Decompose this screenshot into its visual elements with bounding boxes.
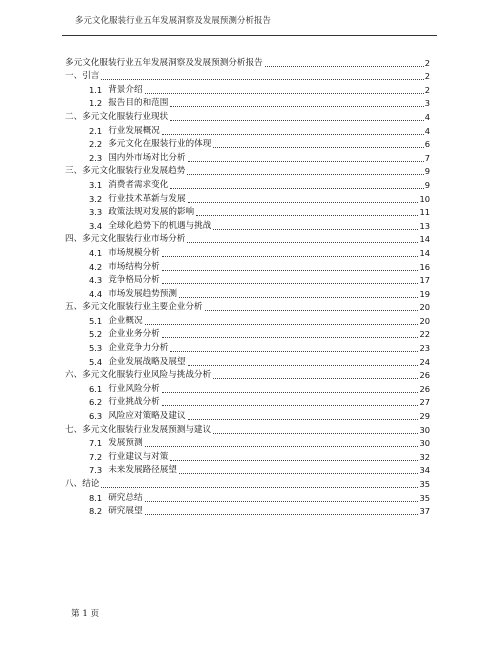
toc-dot-leader xyxy=(188,364,419,366)
toc-entry-page-number: 29 xyxy=(419,411,430,422)
toc-entry-number: 3.4 xyxy=(89,220,103,231)
toc-dot-leader xyxy=(196,214,418,216)
toc-entry-title: 行业风险分析 xyxy=(108,383,160,394)
toc-entry-page-number: 26 xyxy=(419,383,430,394)
toc-dot-leader xyxy=(205,309,419,311)
toc-dot-leader xyxy=(145,323,419,325)
toc-dot-leader xyxy=(187,241,418,243)
toc-dot-leader xyxy=(188,201,419,203)
toc-entry-title: 企业概况 xyxy=(108,315,143,326)
toc-entry-page-number: 2 xyxy=(424,84,430,95)
toc-entry-number: 6.3 xyxy=(89,411,103,422)
toc-entry-page-number: 37 xyxy=(419,506,430,517)
toc-entry-number: 3.3 xyxy=(89,207,103,218)
toc-entry[interactable] xyxy=(65,164,430,178)
toc-entry-title: 国内外市场对比分析 xyxy=(108,152,186,163)
toc-entry[interactable] xyxy=(65,354,430,368)
toc-entry-page-number: 20 xyxy=(419,315,430,326)
toc-entry-title: 消费者需求变化 xyxy=(108,179,169,190)
toc-entry-number: 1.1 xyxy=(89,84,103,95)
toc-entry-title: 企业竞争力分析 xyxy=(108,343,169,354)
toc-entry-page-number: 4 xyxy=(424,125,430,136)
toc-entry-title: 研究展望 xyxy=(108,506,143,517)
toc-dot-leader xyxy=(188,418,419,420)
toc-entry[interactable] xyxy=(65,381,430,395)
toc-dot-leader xyxy=(162,269,419,271)
table-of-contents xyxy=(65,55,430,517)
toc-entry-page-number: 2 xyxy=(424,71,430,82)
toc-dot-leader xyxy=(179,472,418,474)
toc-dot-leader xyxy=(213,377,418,379)
toc-dot-leader xyxy=(162,391,419,393)
toc-entry-title: 企业业务分析 xyxy=(108,329,160,340)
toc-entry[interactable] xyxy=(65,490,430,504)
toc-entry[interactable] xyxy=(65,313,430,327)
toc-entry[interactable] xyxy=(65,408,430,422)
toc-entry[interactable] xyxy=(65,273,430,287)
toc-entry-page-number: 26 xyxy=(419,370,430,381)
toc-entry-page-number: 22 xyxy=(419,329,430,340)
toc-entry[interactable] xyxy=(65,422,430,436)
toc-entry-page-number: 14 xyxy=(419,247,430,258)
toc-entry-page-number: 3 xyxy=(424,98,430,109)
toc-dot-leader xyxy=(170,105,423,107)
toc-entry[interactable] xyxy=(65,504,430,518)
toc-dot-leader xyxy=(145,445,419,447)
toc-entry[interactable] xyxy=(65,205,430,219)
toc-entry[interactable] xyxy=(65,96,430,110)
toc-entry[interactable] xyxy=(65,476,430,490)
toc-entry-title: 行业建议与对策 xyxy=(108,451,169,462)
toc-entry-page-number: 13 xyxy=(419,220,430,231)
toc-entry-title: 七、多元文化服装行业发展预测与建议 xyxy=(65,424,212,435)
toc-entry-number: 8.1 xyxy=(89,492,103,503)
toc-entry[interactable] xyxy=(65,69,430,83)
toc-entry-page-number: 7 xyxy=(424,152,430,163)
toc-entry-page-number: 24 xyxy=(419,356,430,367)
toc-entry-page-number: 34 xyxy=(419,465,430,476)
toc-entry-page-number: 17 xyxy=(419,275,430,286)
toc-dot-leader xyxy=(145,92,424,94)
toc-dot-leader xyxy=(265,65,424,67)
toc-entry-number: 4.3 xyxy=(89,275,103,286)
toc-dot-leader xyxy=(213,432,418,434)
toc-entry-number: 7.2 xyxy=(89,451,103,462)
toc-dot-leader xyxy=(170,187,423,189)
toc-entry[interactable] xyxy=(65,327,430,341)
toc-dot-leader xyxy=(101,486,418,488)
toc-entry-title: 三、多元文化服装行业发展趋势 xyxy=(65,166,186,177)
toc-entry-page-number: 9 xyxy=(424,166,430,177)
toc-entry-page-number: 32 xyxy=(419,451,430,462)
toc-entry-page-number: 14 xyxy=(419,234,430,245)
toc-entry[interactable] xyxy=(65,123,430,137)
toc-entry-page-number: 9 xyxy=(424,179,430,190)
toc-entry-number: 2.2 xyxy=(89,139,103,150)
header-rule xyxy=(62,35,437,36)
toc-dot-leader xyxy=(162,255,419,257)
toc-entry-number: 5.1 xyxy=(89,315,103,326)
toc-entry-number: 2.1 xyxy=(89,125,103,136)
toc-entry[interactable] xyxy=(65,55,430,69)
toc-entry-title: 八、结论 xyxy=(65,479,100,489)
toc-entry[interactable] xyxy=(65,150,430,164)
toc-entry-number: 5.3 xyxy=(89,343,103,354)
toc-entry-number: 5.2 xyxy=(89,329,103,340)
toc-entry-title: 多元文化服装行业五年发展洞察及发展预测分析报告 xyxy=(65,57,263,68)
toc-entry[interactable] xyxy=(65,109,430,123)
toc-dot-leader xyxy=(145,500,419,502)
toc-entry[interactable] xyxy=(65,368,430,382)
toc-dot-leader xyxy=(170,350,418,352)
toc-entry-title: 市场结构分析 xyxy=(108,261,160,272)
toc-entry-title: 政策法规对发展的影响 xyxy=(108,207,195,218)
toc-entry-title: 竞争格局分析 xyxy=(108,275,160,286)
toc-entry-number: 5.4 xyxy=(89,356,103,367)
toc-entry-title: 五、多元文化服装行业主要企业分析 xyxy=(65,302,203,313)
toc-entry-number: 4.1 xyxy=(89,247,103,258)
toc-dot-leader xyxy=(170,119,424,121)
toc-entry-page-number: 11 xyxy=(419,207,430,218)
toc-entry-title: 行业发展概况 xyxy=(108,125,160,136)
toc-entry-page-number: 6 xyxy=(424,139,430,150)
toc-dot-leader xyxy=(213,228,418,230)
toc-dot-leader xyxy=(145,513,419,515)
toc-entry-title: 行业技术革新与发展 xyxy=(108,193,186,204)
toc-entry[interactable] xyxy=(65,300,430,314)
toc-entry[interactable] xyxy=(65,436,430,450)
toc-entry-title: 行业挑战分析 xyxy=(108,397,160,408)
toc-entry-title: 发展预测 xyxy=(108,438,143,449)
toc-entry-title: 报告目的和范围 xyxy=(108,98,169,109)
toc-entry[interactable] xyxy=(65,218,430,232)
toc-dot-leader xyxy=(213,146,423,148)
toc-entry-page-number: 19 xyxy=(419,288,430,299)
toc-entry-number: 8.2 xyxy=(89,506,103,517)
toc-dot-leader xyxy=(162,282,419,284)
toc-entry-number: 4.2 xyxy=(89,261,103,272)
toc-entry[interactable] xyxy=(65,245,430,259)
toc-entry-title: 未来发展路径展望 xyxy=(108,465,177,476)
toc-dot-leader xyxy=(170,459,418,461)
toc-dot-leader xyxy=(188,160,424,162)
toc-entry[interactable] xyxy=(65,137,430,151)
toc-entry-number: 2.3 xyxy=(89,152,103,163)
toc-entry-page-number: 16 xyxy=(419,261,430,272)
toc-entry-page-number: 30 xyxy=(419,424,430,435)
toc-entry[interactable] xyxy=(65,82,430,96)
toc-entry[interactable] xyxy=(65,232,430,246)
running-header: 多元文化服装行业五年发展洞察及发展预测分析报告 xyxy=(75,15,272,25)
toc-entry-number: 4.4 xyxy=(89,288,103,299)
toc-entry-number: 6.2 xyxy=(89,397,103,408)
toc-entry-title: 背景介绍 xyxy=(108,84,143,95)
toc-entry[interactable] xyxy=(65,340,430,354)
toc-entry-title: 全球化趋势下的机遇与挑战 xyxy=(108,220,212,231)
toc-entry-title: 六、多元文化服装行业风险与挑战分析 xyxy=(65,370,212,381)
toc-entry-title: 企业发展战略及展望 xyxy=(108,356,186,367)
toc-dot-leader xyxy=(179,296,418,298)
toc-entry-page-number: 4 xyxy=(424,111,430,122)
toc-entry-title: 一、引言 xyxy=(65,71,100,82)
toc-entry-page-number: 23 xyxy=(419,343,430,354)
toc-entry[interactable] xyxy=(65,449,430,463)
toc-entry[interactable] xyxy=(65,259,430,273)
toc-entry-number: 3.1 xyxy=(89,179,103,190)
toc-dot-leader xyxy=(162,133,424,135)
toc-entry-page-number: 27 xyxy=(419,397,430,408)
toc-entry-number: 7.1 xyxy=(89,438,103,449)
toc-entry[interactable] xyxy=(65,177,430,191)
toc-entry-number: 3.2 xyxy=(89,193,103,204)
toc-entry-number: 7.3 xyxy=(89,465,103,476)
toc-entry-title: 研究总结 xyxy=(108,492,143,503)
toc-entry[interactable] xyxy=(65,395,430,409)
toc-entry-page-number: 2 xyxy=(424,57,430,68)
toc-entry-title: 多元文化在服装行业的体现 xyxy=(108,139,212,150)
toc-entry-number: 1.2 xyxy=(89,98,103,109)
toc-entry-number: 6.1 xyxy=(89,383,103,394)
toc-entry[interactable] xyxy=(65,191,430,205)
toc-dot-leader xyxy=(162,336,419,338)
toc-entry-page-number: 20 xyxy=(419,302,430,313)
toc-entry-page-number: 10 xyxy=(419,193,430,204)
toc-entry-page-number: 30 xyxy=(419,438,430,449)
toc-entry-title: 四、多元文化服装行业市场分析 xyxy=(65,234,186,245)
toc-entry-page-number: 35 xyxy=(419,492,430,503)
toc-entry-title: 风险应对策略及建议 xyxy=(108,411,186,422)
toc-dot-leader xyxy=(162,404,419,406)
page-footer: 第 1 页 xyxy=(71,609,100,619)
toc-entry[interactable] xyxy=(65,286,430,300)
toc-entry-title: 二、多元文化服装行业现状 xyxy=(65,111,169,122)
toc-dot-leader xyxy=(187,173,423,175)
toc-dot-leader xyxy=(101,78,423,80)
toc-entry-page-number: 35 xyxy=(419,479,430,489)
toc-entry-title: 市场发展趋势预测 xyxy=(108,288,177,299)
toc-entry-title: 市场规模分析 xyxy=(108,247,160,258)
toc-entry[interactable] xyxy=(65,463,430,477)
